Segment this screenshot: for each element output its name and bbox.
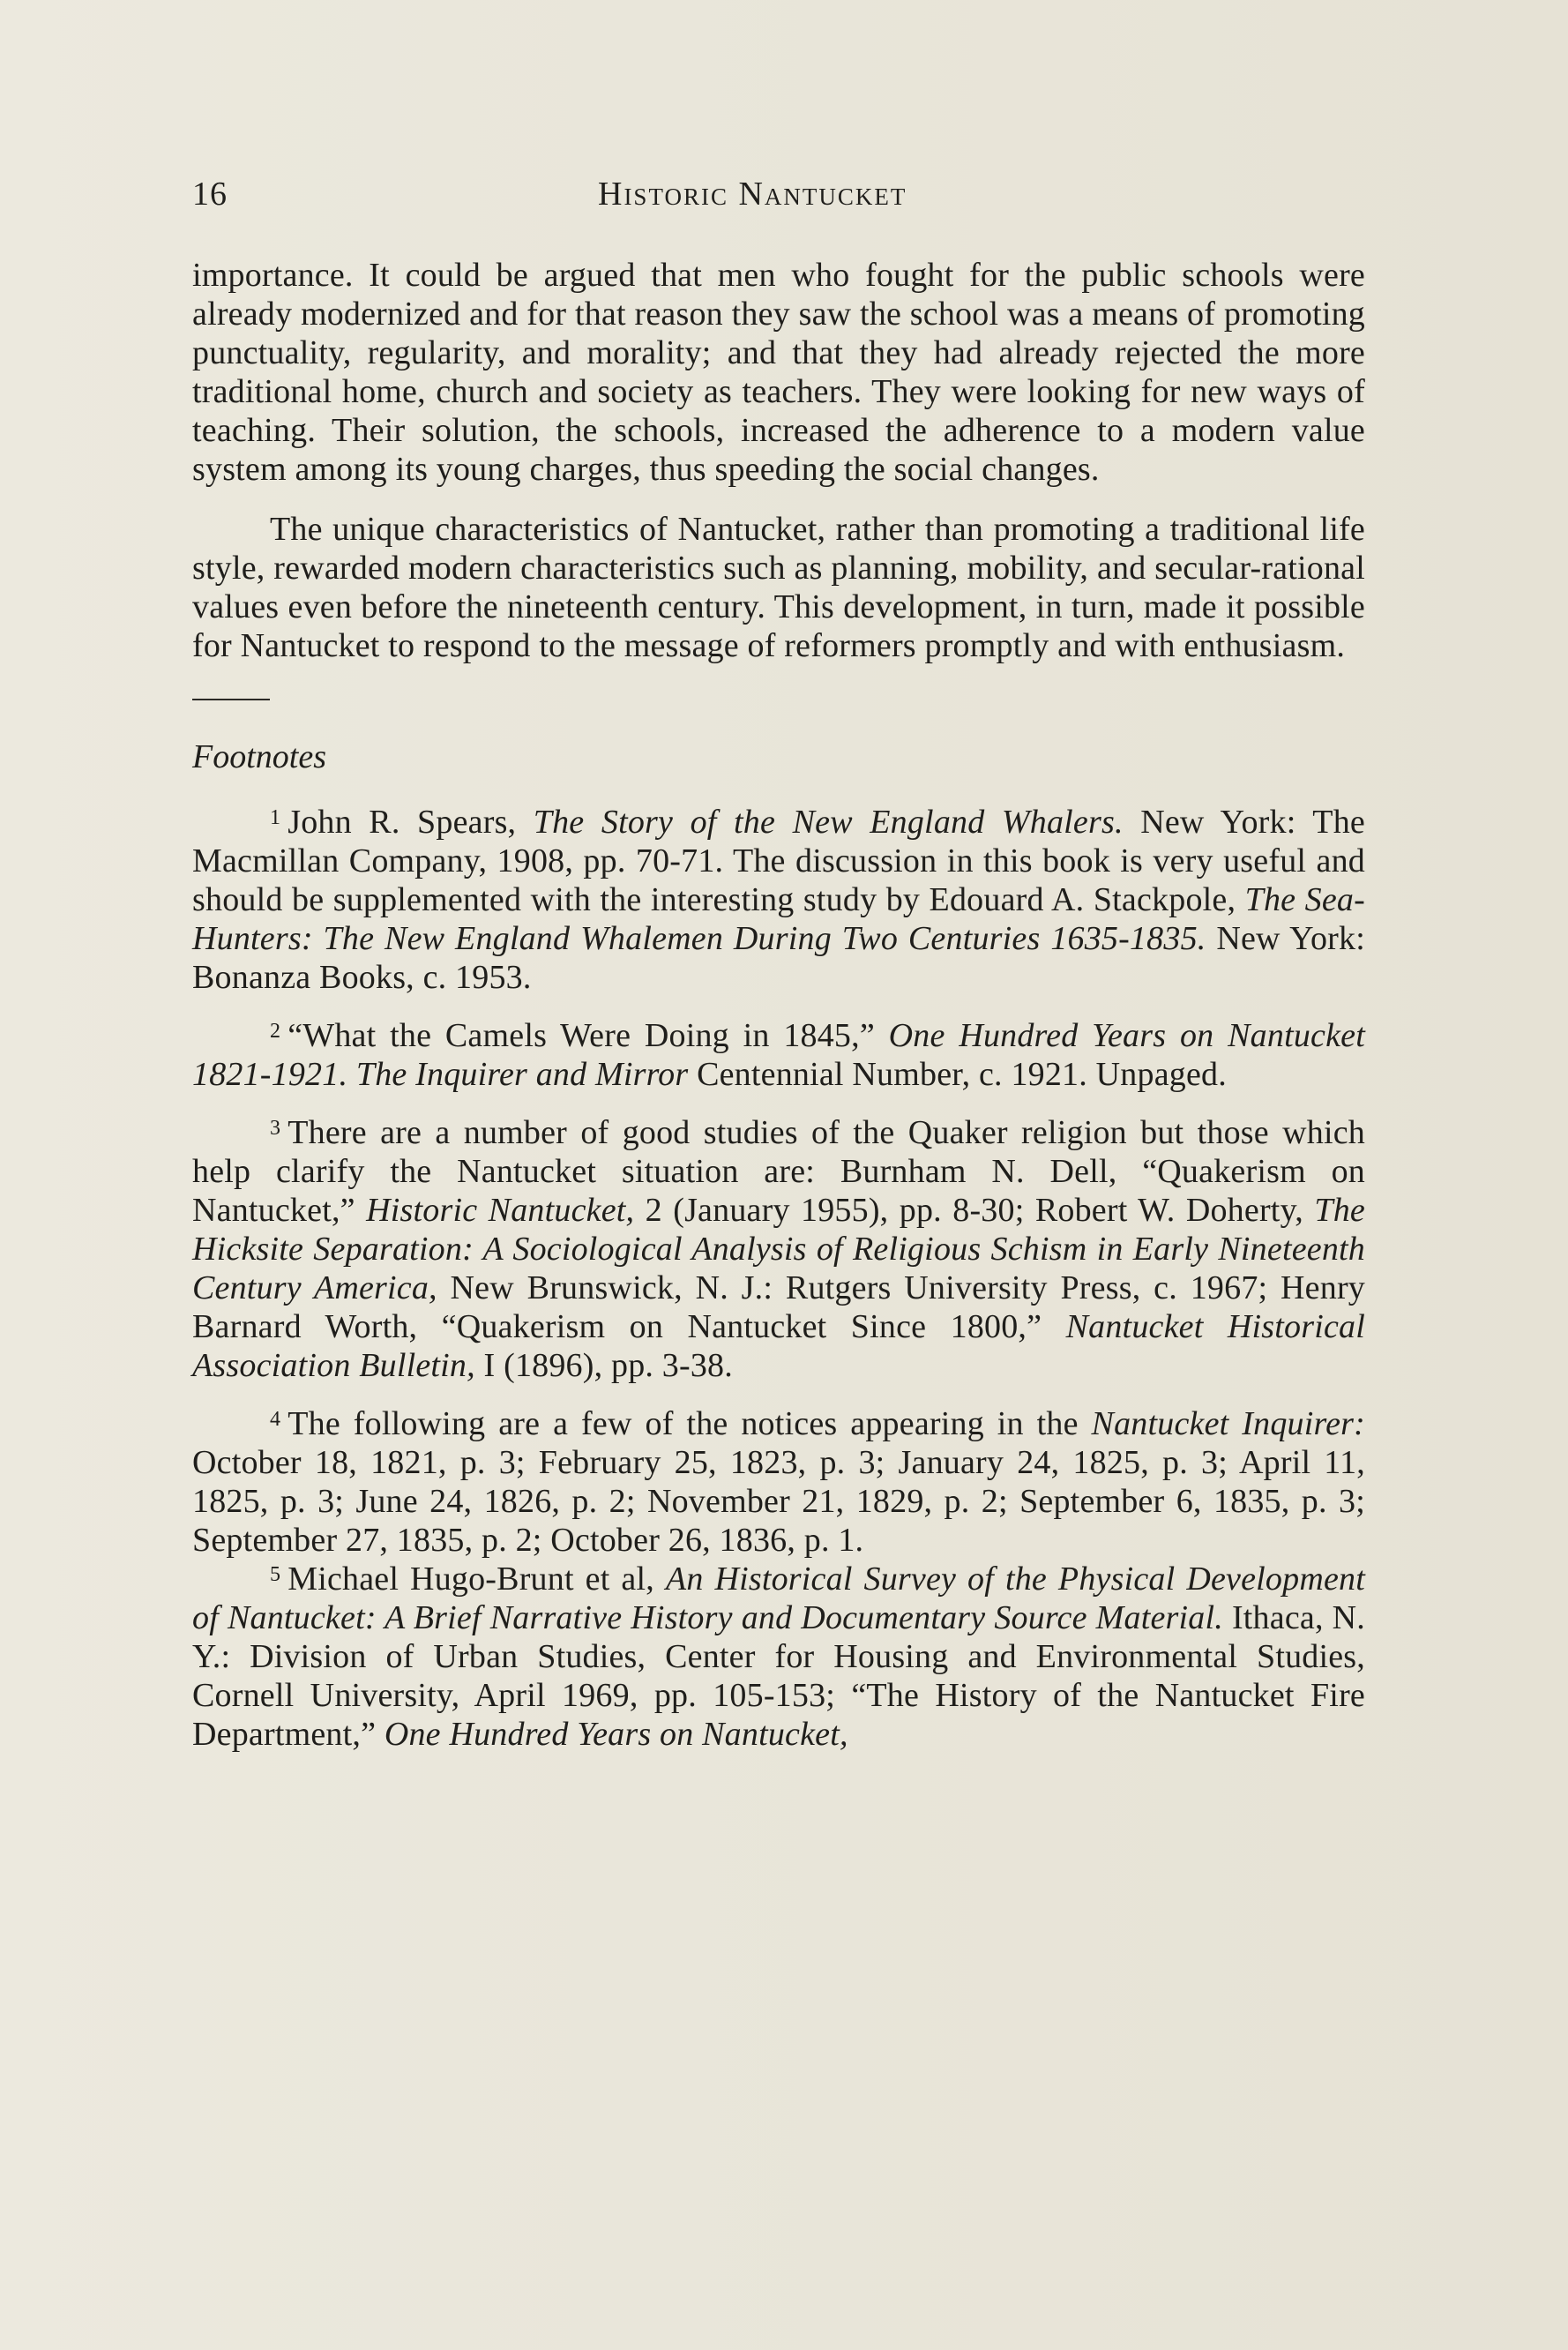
footnote-title: The Story of the New England Whalers. [533, 804, 1124, 841]
footnote-text: The following are a few of the notices appearing in the [287, 1405, 1092, 1442]
footnote-text: “What the Camels Were Doing in 1845,” [287, 1017, 889, 1054]
footnote-title: The Sea-Hunters: The New England Whalemen During Two Centuries 1635-1835. [192, 881, 1365, 957]
page-number: 16 [192, 176, 228, 213]
footnote-text: New York: Bonanza Books, c. 1953. [192, 920, 1365, 996]
footnote-3 [192, 1113, 1365, 1385]
footnote-text: October 18, 1821, p. 3; February 25, 1823, p. 3; January 24, 1825, p. 3; April 11, 1825, p. 3; June 24, 1826, p. 2; November 21, 1829, p. 2; September 6, 1835, p. 3; September 27, 1835, p. 2; October 26, 1836, p. 1. [192, 1444, 1365, 1559]
footnote-marker: 1 [270, 806, 281, 829]
body-paragraph: importance. It could be argued that men who fought for the public schools were already modernized and for that reason they saw the school was a means of promoting punctuality, regularity, and morality; and that they had already rejected the more traditional home, church and society as teachers. They were looking for new ways of teaching. Their solution, the schools, increased the adherence to a modern value system among its young charges, thus speeding the social changes. [192, 257, 1365, 488]
footnote-text: 2 (January 1955), pp. 8-30; Robert W. Doherty, [634, 1192, 1315, 1229]
page-header [192, 175, 1365, 219]
footnote-title: One Hundred Years on Nantucket, [384, 1716, 848, 1753]
footnote-text: John R. Spears, [287, 804, 534, 841]
footnote-title: The Hicksite Separation: A Sociological Analysis of Religious Schism in Early Nineteenth Century America, [192, 1192, 1365, 1306]
section-rule [192, 699, 270, 700]
footnote-text: Centennial Number, c. 1921. Unpaged. [688, 1056, 1227, 1093]
footnotes-heading: Footnotes [192, 738, 326, 775]
footnote-title: One Hundred Years on Nantucket 1821-1921. The Inquirer and Mirror [192, 1017, 1365, 1093]
footnote-title: Nantucket Historical Association Bulletin, [192, 1308, 1365, 1384]
running-head: Historic Nantucket [598, 176, 907, 213]
footnote-5 [192, 1560, 1365, 1754]
footnote-text: New York: The Macmillan Company, 1908, pp. 70-71. The discussion in this book is very useful and should be supplemented with the interesting study by Edouard A. Stackpole, [192, 804, 1365, 918]
footnote-text: Ithaca, N. Y.: Division of Urban Studies, Center for Housing and Environmental Studies, Cornell University, April 1969, pp. 105-153; “The History of the Nantucket Fire Department,” [192, 1599, 1366, 1753]
footnote-marker: 4 [270, 1408, 281, 1431]
footnote-2 [192, 1016, 1365, 1094]
footnote-title: Historic Nantucket, [366, 1192, 635, 1229]
footnote-title: An Historical Survey of the Physical Development of Nantucket: A Brief Narrative History and Documentary Source Material. [192, 1560, 1365, 1636]
text-column [192, 256, 1365, 1773]
footnote-text: There are a number of good studies of the Quaker religion but those which help clarify the Nantucket situation are: Burnham N. Dell, “Quakerism on Nantucket,” [192, 1114, 1365, 1229]
footnote-marker: 2 [270, 1020, 281, 1043]
footnote-marker: 3 [270, 1117, 281, 1140]
footnote-text: Michael Hugo-Brunt et al, [287, 1560, 666, 1598]
footnote-1 [192, 803, 1365, 997]
body-paragraph: The unique characteristics of Nantucket, rather than promoting a traditional life style, rewarded modern characteristics such as planning, mobility, and secular-rational values even before the nineteenth century. This development, in turn, made it possible for Nantucket to respond to the message of reformers promptly and with enthusiasm. [192, 511, 1365, 664]
footnote-marker: 5 [270, 1563, 281, 1586]
footnote-text: I (1896), pp. 3-38. [474, 1347, 733, 1384]
footnote-4 [192, 1404, 1365, 1560]
footnote-text: New Brunswick, N. J.: Rutgers University Press, c. 1967; Henry Barnard Worth, “Quakerism on Nantucket Since 1800,” [192, 1269, 1366, 1345]
footnote-title: Nantucket Inquirer: [1091, 1405, 1365, 1442]
